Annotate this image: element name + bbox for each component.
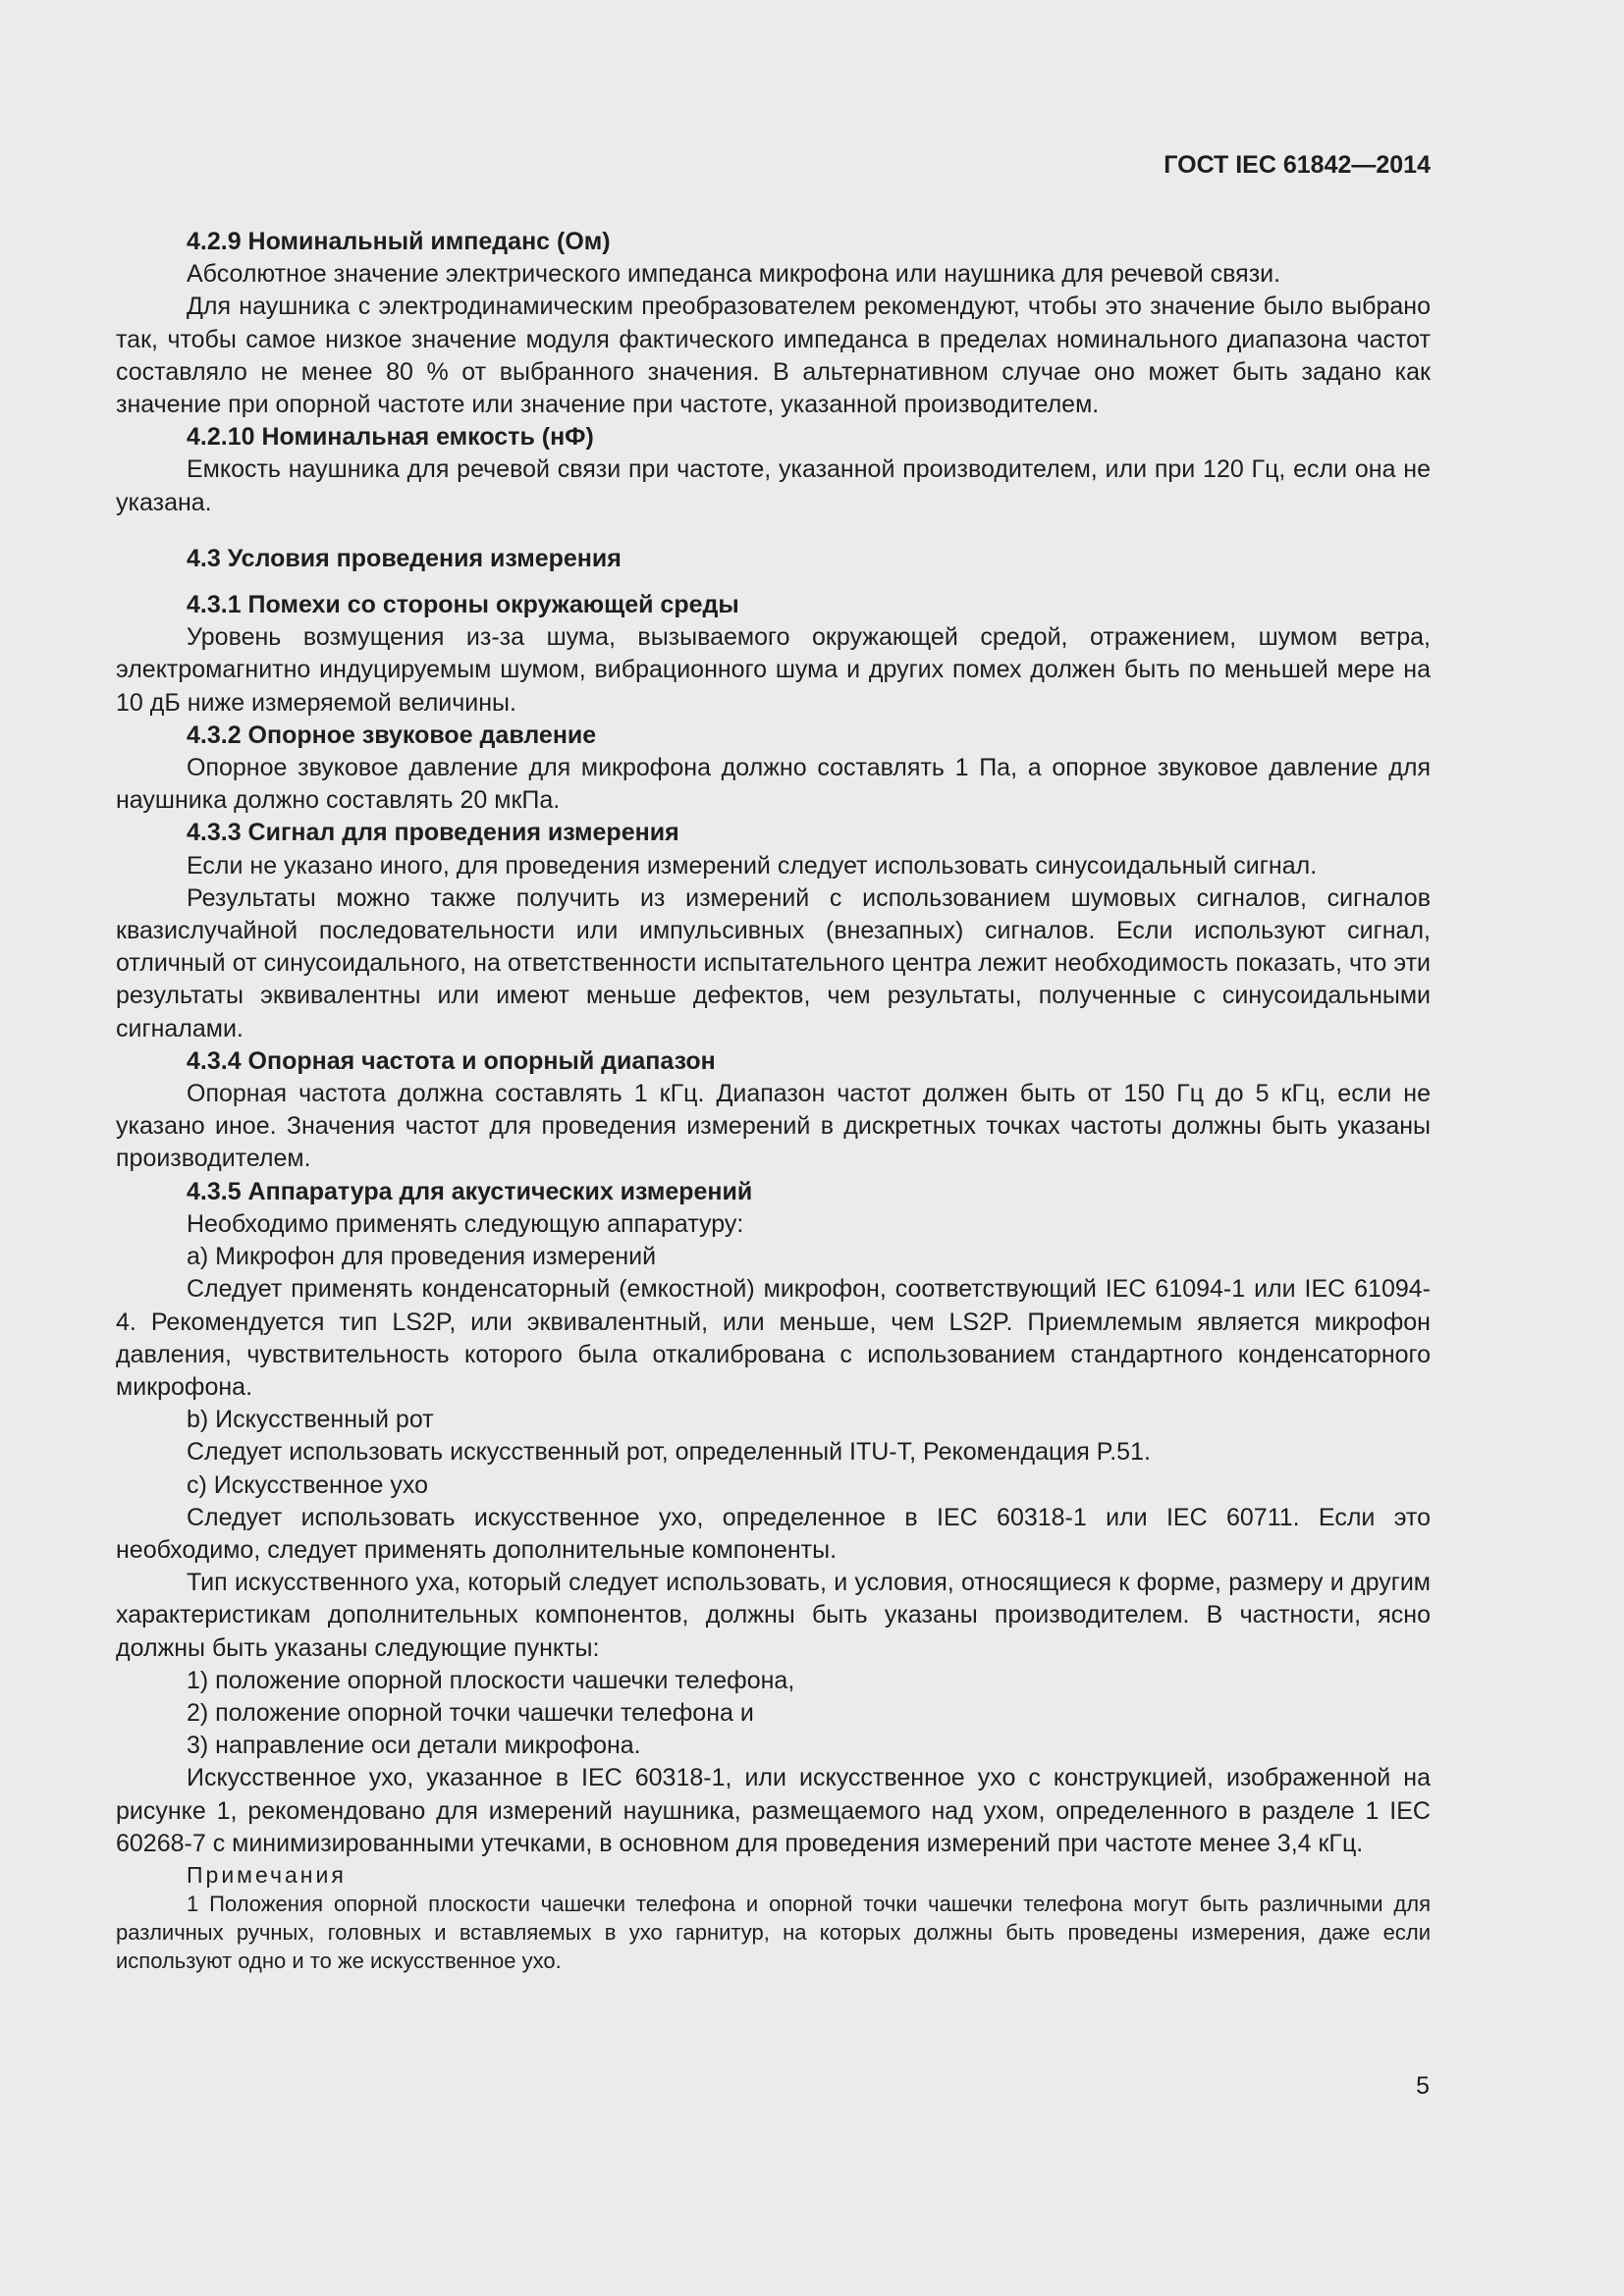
- list-item-b: b) Искусственный рот: [187, 1406, 434, 1434]
- heading-4-3-5: 4.3.5 Аппаратура для акустических измерений: [187, 1177, 753, 1205]
- heading-4-3: 4.3 Условия проведения измерения: [187, 544, 622, 572]
- paragraph: Для наушника с электродинамическим преобразователем рекомендуют, чтобы это значение было выбрано так, чтобы самое низкое значение модуля фактического импеданса в пределах номинального диапазона частот составляло не менее 80 % от выбранного значения. В альтернативном случае оно может быть задано как значение при опорной частоте или значение при частоте, указанной производителем.: [116, 293, 1431, 419]
- page-number: 5: [1416, 2072, 1430, 2100]
- sub-list-item-1: 1) положение опорной плоскости чашечки телефона,: [187, 1666, 795, 1694]
- paragraph: Необходимо применять следующую аппаратуру:: [187, 1209, 744, 1238]
- heading-4-2-9: 4.2.9 Номинальный импеданс (Ом): [187, 228, 611, 255]
- sub-list-item-2: 2) положение опорной точки чашечки телефона и: [187, 1698, 754, 1727]
- paragraph: Опорное звуковое давление для микрофона должно составлять 1 Па, а опорное звуковое давление для наушника должно составлять 20 мкПа.: [116, 754, 1431, 815]
- paragraph: Опорная частота должна составлять 1 кГц. Диапазон частот должен быть от 150 Гц до 5 кГц, если не указано иное. Значения частот для проведения измерений в дискретных точках частоты должны быть указаны производителем.: [116, 1080, 1431, 1173]
- notes-title: Примечания: [187, 1861, 347, 1888]
- note-1: 1 Положения опорной плоскости чашечки телефона и опорной точки чашечки телефона могут быть различными для различных ручных, головных и вставляемых в ухо гарнитур, на которых должны быть проведены измерения, даже если используют одно и то же искусственное ухо.: [116, 1891, 1431, 1973]
- paragraph: Если не указано иного, для проведения измерений следует использовать синусоидальный сигнал.: [187, 851, 1318, 880]
- paragraph: Следует применять конденсаторный (емкостной) микрофон, соответствующий IEC 61094-1 или IEC 61094-4. Рекомендуется тип LS2P, или эквивалентный, или меньше, чем LS2P. Приемлемым является микрофон давления, чувствительность которого была откалибрована с использованием стандартного конденсаторного микрофона.: [116, 1275, 1431, 1401]
- paragraph: Следует использовать искусственный рот, определенный ITU-T, Рекомендация P.51.: [187, 1438, 1151, 1467]
- heading-4-2-10: 4.2.10 Номинальная емкость (нФ): [187, 423, 594, 452]
- page-header-standard: ГОСТ IEC 61842—2014: [1164, 151, 1431, 179]
- paragraph: Результаты можно также получить из измерений с использованием шумовых сигналов, сигналов квазислучайной последовательности или импульсивных (внезапных) сигналов. Если используют сигнал, отличный от синусоидального, на ответственности испытательного центра лежит необходимость показать, что эти результаты эквивалентны или имеют меньше дефектов, чем результаты, полученные с синусоидальными сигналами.: [116, 883, 1431, 1042]
- sub-list-item-3: 3) направление оси детали микрофона.: [187, 1732, 641, 1760]
- paragraph: Следует использовать искусственное ухо, определенное в IEC 60318-1 или IEC 60711. Если это необходимо, следует применять дополнительные компоненты.: [116, 1503, 1431, 1564]
- paragraph: Емкость наушника для речевой связи при частоте, указанной производителем, или при 120 Гц, если она не указана.: [116, 455, 1431, 516]
- paragraph: Уровень возмущения из-за шума, вызываемого окружающей средой, отражением, шумом ветра, электромагнитно индуцируемым шумом, вибрационного шума и других помех должен быть по меньшей мере на 10 дБ ниже измеряемой величины.: [116, 623, 1431, 717]
- page-body: [116, 226, 1431, 1975]
- paragraph: Тип искусственного уха, который следует использовать, и условия, относящиеся к форме, размеру и другим характеристикам дополнительных компонентов, должны быть указаны производителем. В частности, ясно должны быть указаны следующие пункты:: [116, 1569, 1431, 1662]
- list-item-c: с) Искусственное ухо: [187, 1470, 429, 1499]
- paragraph: Абсолютное значение электрического импеданса микрофона или наушника для речевой связи.: [187, 260, 1281, 289]
- heading-4-3-2: 4.3.2 Опорное звуковое давление: [187, 721, 597, 749]
- paragraph: Искусственное ухо, указанное в IEC 60318-1, или искусственное ухо с конструкцией, изображенной на рисунке 1, рекомендовано для измерений наушника, размещаемого над ухом, определенного в разделе 1 IEC 60268-7 с минимизированными утечками, в основном для проведения измерений при частоте менее 3,4 кГц.: [116, 1764, 1431, 1857]
- heading-4-3-4: 4.3.4 Опорная частота и опорный диапазон: [187, 1046, 716, 1075]
- list-item-a: а) Микрофон для проведения измерений: [187, 1243, 657, 1271]
- heading-4-3-3: 4.3.3 Сигнал для проведения измерения: [187, 819, 679, 847]
- heading-4-3-1: 4.3.1 Помехи со стороны окружающей среды: [187, 591, 739, 619]
